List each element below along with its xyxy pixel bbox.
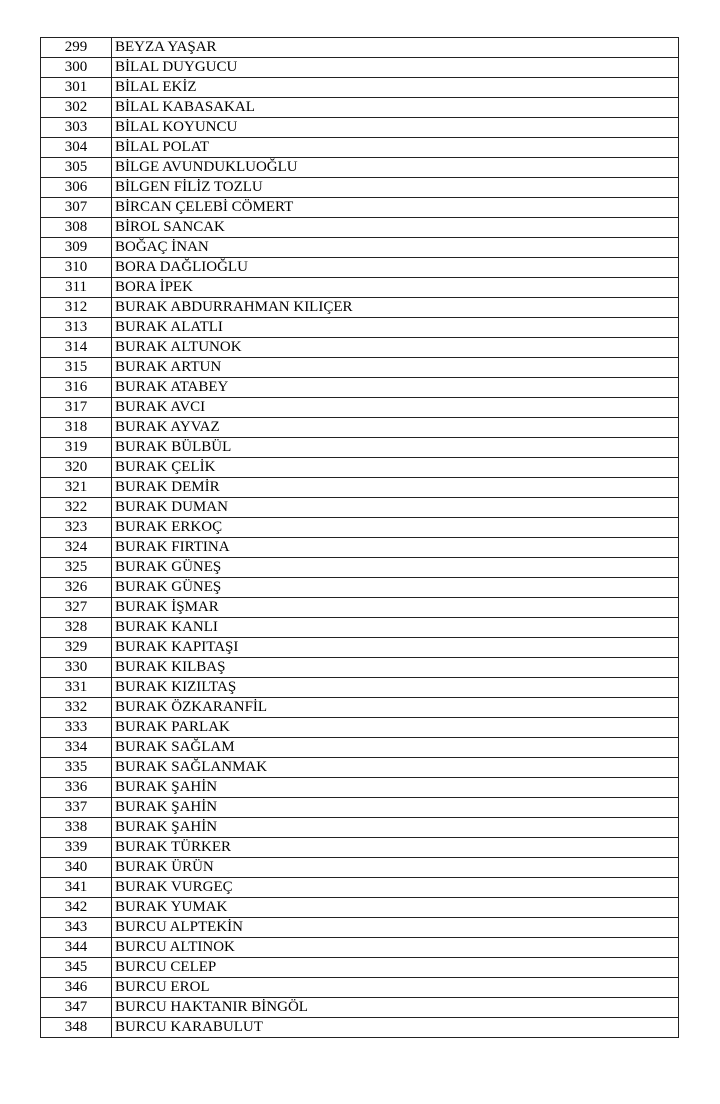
row-number-cell: 325 (41, 558, 112, 578)
person-name-cell: BURAK ABDURRAHMAN KILIÇER (112, 298, 679, 318)
table-row (41, 998, 679, 1018)
person-name-cell: BURAK BÜLBÜL (112, 438, 679, 458)
row-number-cell: 345 (41, 958, 112, 978)
person-name-cell: BURAK ŞAHİN (112, 798, 679, 818)
row-number-cell: 303 (41, 118, 112, 138)
row-number-cell: 339 (41, 838, 112, 858)
row-number-cell: 305 (41, 158, 112, 178)
table-row (41, 898, 679, 918)
row-number-cell: 332 (41, 698, 112, 718)
row-number-cell: 342 (41, 898, 112, 918)
row-number-cell: 313 (41, 318, 112, 338)
table-row (41, 398, 679, 418)
row-number-cell: 337 (41, 798, 112, 818)
table-row (41, 118, 679, 138)
row-number-cell: 308 (41, 218, 112, 238)
person-name-cell: BİLGEN FİLİZ TOZLU (112, 178, 679, 198)
table-row (41, 598, 679, 618)
person-name-cell: BURAK ALTUNOK (112, 338, 679, 358)
person-name-cell: BİLAL DUYGUCU (112, 58, 679, 78)
person-name-cell: BURAK DUMAN (112, 498, 679, 518)
name-list-table (40, 37, 679, 1038)
table-row (41, 738, 679, 758)
person-name-cell: BURAK ÇELİK (112, 458, 679, 478)
row-number-cell: 328 (41, 618, 112, 638)
row-number-cell: 311 (41, 278, 112, 298)
row-number-cell: 319 (41, 438, 112, 458)
table-row (41, 618, 679, 638)
row-number-cell: 323 (41, 518, 112, 538)
table-row (41, 78, 679, 98)
row-number-cell: 344 (41, 938, 112, 958)
table-row (41, 258, 679, 278)
table-row (41, 358, 679, 378)
table-row (41, 718, 679, 738)
person-name-cell: BURCU KARABULUT (112, 1018, 679, 1038)
person-name-cell: BURAK DEMİR (112, 478, 679, 498)
row-number-cell: 348 (41, 1018, 112, 1038)
person-name-cell: BURAK GÜNEŞ (112, 578, 679, 598)
table-row (41, 98, 679, 118)
table-row (41, 338, 679, 358)
row-number-cell: 334 (41, 738, 112, 758)
row-number-cell: 340 (41, 858, 112, 878)
table-row (41, 458, 679, 478)
person-name-cell: BURAK AVCI (112, 398, 679, 418)
row-number-cell: 317 (41, 398, 112, 418)
table-row (41, 678, 679, 698)
table-row (41, 438, 679, 458)
person-name-cell: BURAK KANLI (112, 618, 679, 638)
row-number-cell: 300 (41, 58, 112, 78)
table-row (41, 958, 679, 978)
person-name-cell: BURAK ÜRÜN (112, 858, 679, 878)
row-number-cell: 322 (41, 498, 112, 518)
person-name-cell: BİLAL POLAT (112, 138, 679, 158)
table-row (41, 778, 679, 798)
table-row (41, 918, 679, 938)
table-row (41, 838, 679, 858)
row-number-cell: 347 (41, 998, 112, 1018)
row-number-cell: 310 (41, 258, 112, 278)
person-name-cell: BİLAL KABASAKAL (112, 98, 679, 118)
table-row (41, 418, 679, 438)
table-row (41, 278, 679, 298)
row-number-cell: 341 (41, 878, 112, 898)
person-name-cell: BURCU CELEP (112, 958, 679, 978)
person-name-cell: BURAK ARTUN (112, 358, 679, 378)
row-number-cell: 320 (41, 458, 112, 478)
row-number-cell: 335 (41, 758, 112, 778)
table-row (41, 798, 679, 818)
person-name-cell: BORA İPEK (112, 278, 679, 298)
person-name-cell: BURCU HAKTANIR BİNGÖL (112, 998, 679, 1018)
table-row (41, 658, 679, 678)
person-name-cell: BURAK ŞAHİN (112, 778, 679, 798)
person-name-cell: BURAK KAPITAŞI (112, 638, 679, 658)
row-number-cell: 315 (41, 358, 112, 378)
row-number-cell: 299 (41, 38, 112, 58)
row-number-cell: 307 (41, 198, 112, 218)
table-row (41, 1018, 679, 1038)
table-row (41, 298, 679, 318)
person-name-cell: BİLGE AVUNDUKLUOĞLU (112, 158, 679, 178)
table-row (41, 478, 679, 498)
row-number-cell: 318 (41, 418, 112, 438)
person-name-cell: BURCU ALTINOK (112, 938, 679, 958)
table-row (41, 938, 679, 958)
person-name-cell: BURAK VURGEÇ (112, 878, 679, 898)
table-row (41, 158, 679, 178)
row-number-cell: 327 (41, 598, 112, 618)
table-row (41, 558, 679, 578)
person-name-cell: BURAK KIZILTAŞ (112, 678, 679, 698)
person-name-cell: BURAK SAĞLAM (112, 738, 679, 758)
row-number-cell: 333 (41, 718, 112, 738)
person-name-cell: BURAK YUMAK (112, 898, 679, 918)
table-row (41, 318, 679, 338)
row-number-cell: 312 (41, 298, 112, 318)
row-number-cell: 343 (41, 918, 112, 938)
table-row (41, 238, 679, 258)
row-number-cell: 316 (41, 378, 112, 398)
table-row (41, 758, 679, 778)
table-row (41, 498, 679, 518)
person-name-cell: BURAK ERKOÇ (112, 518, 679, 538)
person-name-cell: BURAK ÖZKARANFİL (112, 698, 679, 718)
name-list-body (41, 38, 679, 1038)
person-name-cell: BURAK ALATLI (112, 318, 679, 338)
table-row (41, 698, 679, 718)
person-name-cell: BURAK SAĞLANMAK (112, 758, 679, 778)
person-name-cell: BURCU ALPTEKİN (112, 918, 679, 938)
table-row (41, 818, 679, 838)
row-number-cell: 304 (41, 138, 112, 158)
table-row (41, 378, 679, 398)
person-name-cell: BURAK ŞAHİN (112, 818, 679, 838)
row-number-cell: 331 (41, 678, 112, 698)
table-row (41, 58, 679, 78)
person-name-cell: BİROL SANCAK (112, 218, 679, 238)
table-row (41, 858, 679, 878)
row-number-cell: 346 (41, 978, 112, 998)
table-row (41, 878, 679, 898)
row-number-cell: 329 (41, 638, 112, 658)
person-name-cell: BİLAL KOYUNCU (112, 118, 679, 138)
person-name-cell: BURAK KILBAŞ (112, 658, 679, 678)
table-row (41, 538, 679, 558)
table-row (41, 638, 679, 658)
table-row (41, 578, 679, 598)
row-number-cell: 302 (41, 98, 112, 118)
row-number-cell: 324 (41, 538, 112, 558)
person-name-cell: BURAK PARLAK (112, 718, 679, 738)
row-number-cell: 306 (41, 178, 112, 198)
row-number-cell: 336 (41, 778, 112, 798)
table-row (41, 978, 679, 998)
row-number-cell: 330 (41, 658, 112, 678)
person-name-cell: BURCU EROL (112, 978, 679, 998)
person-name-cell: BOĞAÇ İNAN (112, 238, 679, 258)
person-name-cell: BORA DAĞLIOĞLU (112, 258, 679, 278)
row-number-cell: 338 (41, 818, 112, 838)
person-name-cell: BURAK TÜRKER (112, 838, 679, 858)
person-name-cell: BİLAL EKİZ (112, 78, 679, 98)
table-row (41, 518, 679, 538)
row-number-cell: 301 (41, 78, 112, 98)
person-name-cell: BEYZA YAŞAR (112, 38, 679, 58)
person-name-cell: BİRCAN ÇELEBİ CÖMERT (112, 198, 679, 218)
table-row (41, 138, 679, 158)
row-number-cell: 326 (41, 578, 112, 598)
row-number-cell: 321 (41, 478, 112, 498)
table-row (41, 38, 679, 58)
person-name-cell: BURAK AYVAZ (112, 418, 679, 438)
person-name-cell: BURAK GÜNEŞ (112, 558, 679, 578)
row-number-cell: 309 (41, 238, 112, 258)
table-row (41, 218, 679, 238)
person-name-cell: BURAK İŞMAR (112, 598, 679, 618)
row-number-cell: 314 (41, 338, 112, 358)
table-row (41, 178, 679, 198)
table-row (41, 198, 679, 218)
person-name-cell: BURAK FIRTINA (112, 538, 679, 558)
person-name-cell: BURAK ATABEY (112, 378, 679, 398)
